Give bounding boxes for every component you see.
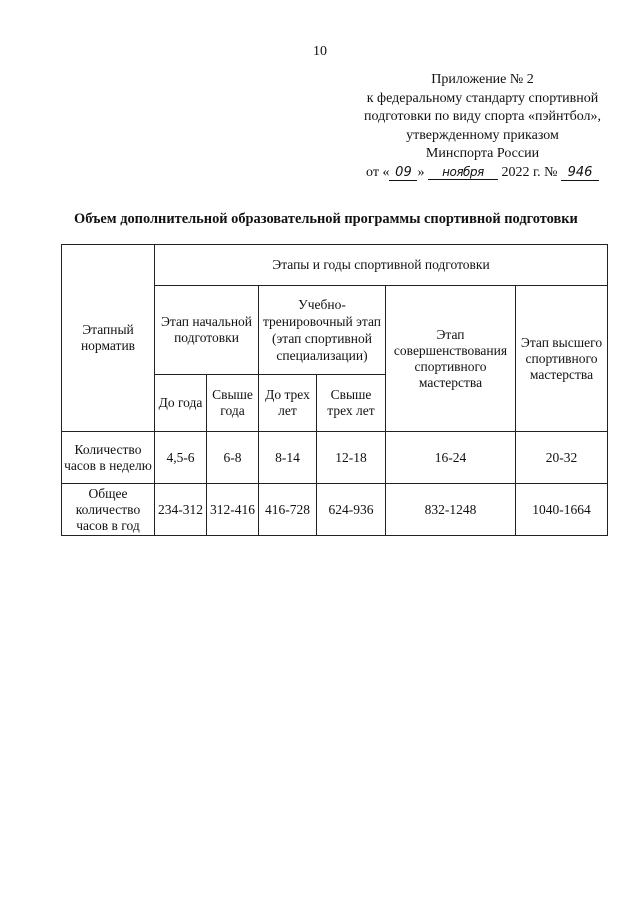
table-cell: 6-8 [207,432,259,484]
table-cell: 1040-1664 [516,484,608,536]
subheader-training-over [317,375,386,432]
table-cell: 832-1248 [386,484,516,536]
appendix-header [340,71,625,182]
row-label-text: Общее количество часов в год [75,485,141,533]
appendix-approved: утвержденному приказом [406,127,559,143]
appendix-sport: подготовки по виду спорта «пэйнтбол», [363,109,602,124]
program-volume-table [61,244,608,536]
table-cell: 12-18 [317,432,386,484]
table-row [62,432,608,484]
document-title: Объем дополнительной образовательной программы спортивной подготовки [74,211,578,227]
row-header-label: Этапный норматив [80,322,136,353]
group-header-label: Этапы и годы спортивной подготовки [272,257,490,272]
stage-training-label: Учебно-тренировочный этап (этап спортивной специализации) [262,297,382,363]
appendix-date-line [340,164,625,183]
handwritten-day: 09 [389,166,417,181]
subheader-initial-over [207,375,259,432]
stage-improvement-header [386,286,516,432]
subheader-initial-over-label: Свыше года [212,387,253,418]
row-header-cell [62,245,155,432]
table-cell: 416-728 [259,484,317,536]
table-cell: 8-14 [259,432,317,484]
group-header-cell [155,245,608,286]
subheader-training-up-to [259,375,317,432]
row-label-hours-per-year [62,484,155,536]
subheader-initial-up-to [155,375,207,432]
date-mid: » [417,164,425,180]
appendix-title: Приложение № 2 [431,72,534,87]
row-label-hours-per-week [62,432,155,484]
stage-initial-header [155,286,259,375]
table-cell: 234-312 [155,484,207,536]
table-cell: 20-32 [516,432,608,484]
table-cell: 4,5-6 [155,432,207,484]
stage-highest-label: Этап высшего спортивного мастерства [520,334,603,382]
handwritten-month: ноября [428,165,498,180]
page-number: 10 [313,44,327,59]
table-cell: 312-416 [207,484,259,536]
row-label-text: Количество часов в неделю [64,441,152,473]
appendix-standard: к федеральному стандарту спортивной [366,90,599,106]
stage-initial-label: Этап начальной подготовки [160,314,253,345]
date-prefix: от « [366,164,390,180]
table-cell: 16-24 [386,432,516,484]
date-year: 2022 г. № [501,164,558,180]
subheader-training-over-label: Свыше трех лет [327,387,375,418]
handwritten-order-number: 946 [561,166,599,181]
appendix-ministry: Минспорта России [425,146,540,161]
stage-training-header [259,286,386,375]
subheader-initial-up-to-label: До года [158,395,203,410]
stage-highest-header [516,286,608,432]
subheader-training-up-to-label: До трех лет [265,387,310,418]
stage-improvement-label: Этап совершенствования спортивного мастерства [393,326,508,390]
table-row [62,484,608,536]
table-cell: 624-936 [317,484,386,536]
